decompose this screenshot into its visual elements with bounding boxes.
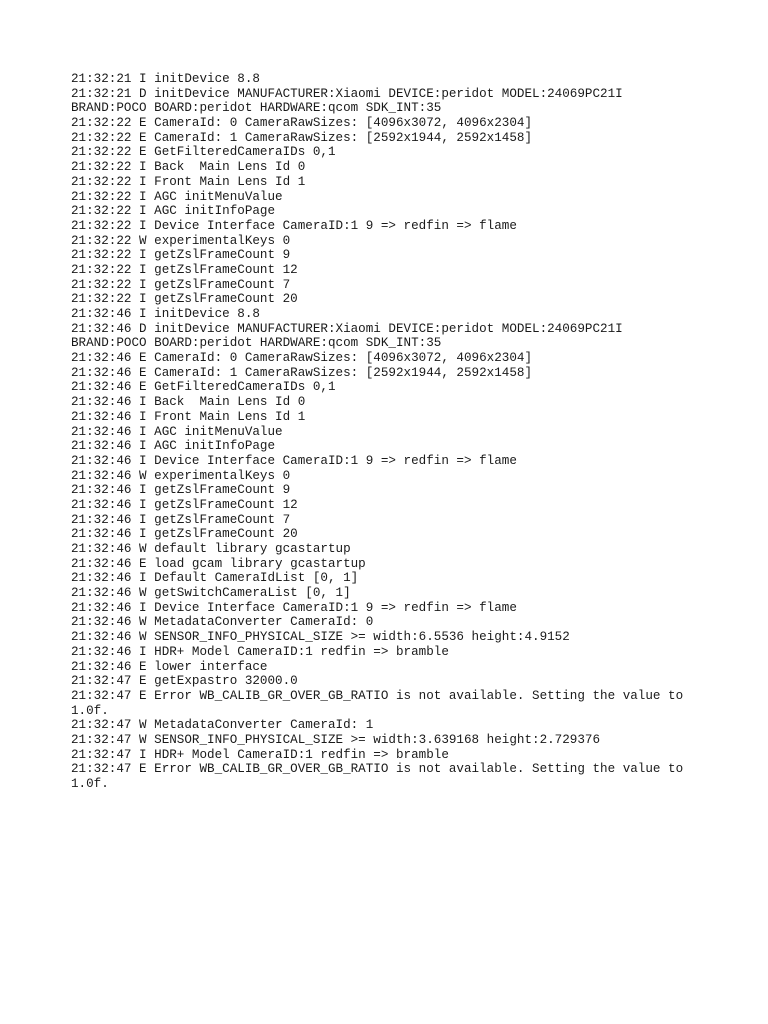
- log-line: 21:32:46 I Front Main Lens Id 1: [71, 409, 306, 424]
- log-line: 21:32:47 I HDR+ Model CameraID:1 redfin => bramble: [71, 747, 449, 762]
- log-line: 21:32:46 I getZslFrameCount 9: [71, 483, 291, 498]
- log-line: 21:32:22 I AGC initMenuValue: [71, 189, 283, 204]
- log-line: 21:32:21 D initDevice MANUFACTURER:Xiaomi DEVICE:peridot MODEL:24069PC21I: [71, 86, 623, 101]
- log-line: 21:32:46 W getSwitchCameraList [0, 1]: [71, 586, 351, 601]
- log-line: 21:32:22 W experimentalKeys 0: [71, 233, 291, 248]
- log-line: 21:32:46 I Back Main Lens Id 0: [71, 395, 306, 410]
- log-line: 21:32:22 I getZslFrameCount 12: [71, 262, 298, 277]
- log-line: 21:32:47 W SENSOR_INFO_PHYSICAL_SIZE >= width:3.639168 height:2.729376: [71, 732, 601, 747]
- log-line: 21:32:46 I getZslFrameCount 20: [71, 527, 298, 542]
- log-line: 21:32:46 I initDevice 8.8: [71, 307, 260, 321]
- log-line: 21:32:46 E lower interface: [71, 659, 268, 674]
- log-line: 21:32:46 E load gcam library gcastartup: [71, 556, 366, 571]
- log-line: BRAND:POCO BOARD:peridot HARDWARE:qcom SDK_INT:35: [71, 101, 442, 116]
- log-line: 21:32:46 I Device Interface CameraID:1 9 => redfin => flame: [71, 600, 517, 615]
- log-line: 21:32:46 W default library gcastartup: [71, 542, 351, 556]
- log-line: 21:32:46 I AGC initInfoPage: [71, 439, 276, 454]
- log-line: 21:32:46 I getZslFrameCount 12: [71, 497, 298, 512]
- log-text-block: [71, 72, 691, 792]
- log-line: 21:32:46 E CameraId: 1 CameraRawSizes: [2592x1944, 2592x1458]: [71, 365, 533, 380]
- log-line: 21:32:47 E Error WB_CALIB_GR_OVER_GB_RATIO is not available. Setting the value to: [71, 762, 684, 777]
- log-line: 21:32:46 I HDR+ Model CameraID:1 redfin => bramble: [71, 644, 449, 659]
- log-line: 21:32:46 I Default CameraIdList [0, 1]: [71, 571, 359, 586]
- log-line: 21:32:46 D initDevice MANUFACTURER:Xiaomi DEVICE:peridot MODEL:24069PC21I: [71, 321, 623, 336]
- log-line: 21:32:47 E getExpastro 32000.0: [71, 674, 298, 689]
- log-line: 21:32:46 W experimentalKeys 0: [71, 468, 291, 483]
- log-line: 21:32:46 E CameraId: 0 CameraRawSizes: [4096x3072, 4096x2304]: [71, 351, 533, 366]
- log-line: 21:32:22 I AGC initInfoPage: [71, 204, 276, 219]
- log-line: 21:32:46 I getZslFrameCount 7: [71, 512, 291, 527]
- log-line: 21:32:22 I getZslFrameCount 7: [71, 277, 291, 292]
- log-line: 21:32:46 E GetFilteredCameraIDs 0,1: [71, 380, 336, 395]
- log-line: 21:32:22 I getZslFrameCount 9: [71, 248, 291, 263]
- log-line: 21:32:22 I Device Interface CameraID:1 9 => redfin => flame: [71, 218, 517, 233]
- log-line: 21:32:46 W SENSOR_INFO_PHYSICAL_SIZE >= width:6.5536 height:4.9152: [71, 630, 570, 645]
- log-line: 1.0f.: [71, 703, 109, 718]
- log-line: BRAND:POCO BOARD:peridot HARDWARE:qcom SDK_INT:35: [71, 336, 442, 351]
- log-line: 21:32:22 I getZslFrameCount 20: [71, 292, 298, 307]
- log-line: 21:32:22 E GetFilteredCameraIDs 0,1: [71, 145, 336, 160]
- log-line: 21:32:22 E CameraId: 1 CameraRawSizes: [2592x1944, 2592x1458]: [71, 130, 533, 145]
- log-line: 21:32:46 W MetadataConverter CameraId: 0: [71, 615, 374, 630]
- log-line: 1.0f.: [71, 777, 109, 791]
- log-line: 21:32:22 E CameraId: 0 CameraRawSizes: [4096x3072, 4096x2304]: [71, 116, 533, 131]
- log-line: 21:32:22 I Front Main Lens Id 1: [71, 174, 306, 189]
- log-line: 21:32:46 I Device Interface CameraID:1 9 => redfin => flame: [71, 453, 517, 468]
- log-line: 21:32:47 E Error WB_CALIB_GR_OVER_GB_RATIO is not available. Setting the value to: [71, 688, 684, 703]
- log-line: 21:32:47 W MetadataConverter CameraId: 1: [71, 718, 374, 733]
- log-line: 21:32:46 I AGC initMenuValue: [71, 424, 283, 439]
- log-line: 21:32:22 I Back Main Lens Id 0: [71, 160, 306, 175]
- log-line: 21:32:21 I initDevice 8.8: [71, 72, 260, 86]
